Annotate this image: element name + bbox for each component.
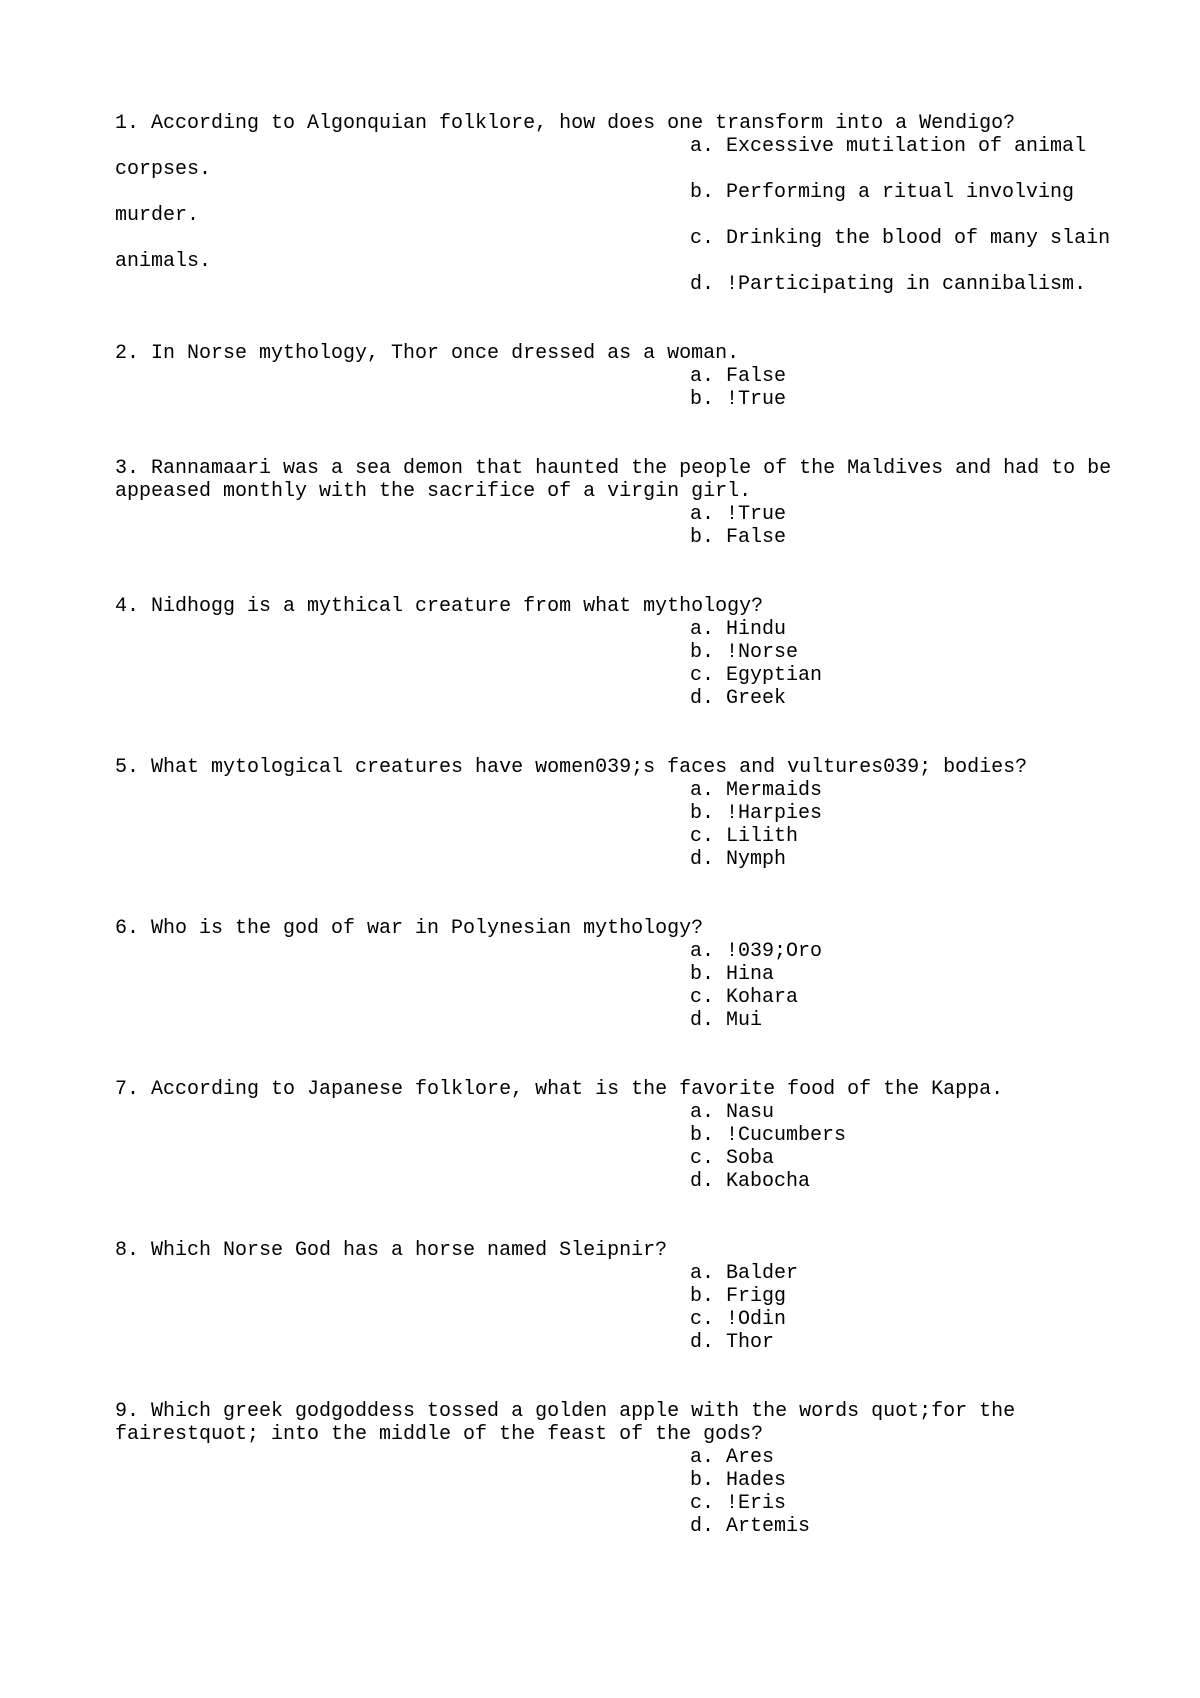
answer-option: b. Performing a ritual involving murder. xyxy=(115,181,1087,227)
answer-option: c. Lilith xyxy=(690,825,799,848)
answer-option: c. Soba xyxy=(690,1147,775,1170)
question-9 xyxy=(115,1400,1115,1538)
answer-option: b. Hina xyxy=(690,963,775,986)
question-text: 9. Which greek godgoddess tossed a golden apple with the words quot;for the fairestquot; into the middle of the feast of the gods? xyxy=(115,1400,1028,1446)
question-text: 6. Who is the god of war in Polynesian mythology? xyxy=(115,917,704,940)
question-text: 5. What mytological creatures have women039;s faces and vultures039; bodies? xyxy=(115,756,1028,779)
answer-option: d. Kabocha xyxy=(690,1170,811,1193)
question-8 xyxy=(115,1239,1115,1354)
question-spacer xyxy=(115,710,1115,756)
answer-option: c. !Odin xyxy=(690,1308,787,1331)
answer-option: b. !Norse xyxy=(690,641,799,664)
answer-option: d. Nymph xyxy=(690,848,787,871)
answer-option: a. False xyxy=(690,365,787,388)
question-5 xyxy=(115,756,1115,871)
answer-options xyxy=(115,618,1115,710)
question-spacer xyxy=(115,1354,1115,1400)
answer-option: c. Kohara xyxy=(690,986,799,1009)
answer-option: b. !Cucumbers xyxy=(690,1124,847,1147)
answer-option: b. False xyxy=(690,526,787,549)
answer-options xyxy=(115,1262,1115,1354)
answer-option: d. Artemis xyxy=(690,1515,811,1538)
answer-option: c. !Eris xyxy=(690,1492,787,1515)
question-2 xyxy=(115,342,1115,411)
question-4 xyxy=(115,595,1115,710)
question-text: 4. Nidhogg is a mythical creature from what mythology? xyxy=(115,595,764,618)
answer-option: b. !Harpies xyxy=(690,802,823,825)
question-text: 7. According to Japanese folklore, what is the favorite food of the Kappa. xyxy=(115,1078,1004,1101)
answer-option: c. Egyptian xyxy=(690,664,823,687)
answer-options xyxy=(115,779,1115,871)
answer-option: a. Mermaids xyxy=(690,779,823,802)
question-text: 3. Rannamaari was a sea demon that haunted the people of the Maldives and had to be appeased monthly with the sacrifice of a virgin girl. xyxy=(115,457,1124,503)
question-3 xyxy=(115,457,1124,549)
answer-option: b. Hades xyxy=(690,1469,787,1492)
question-spacer xyxy=(115,296,1115,342)
quiz-list xyxy=(115,112,1124,1538)
answer-option: a. Hindu xyxy=(690,618,787,641)
answer-options xyxy=(115,365,1115,411)
answer-options xyxy=(115,135,1123,296)
answer-option: a. Ares xyxy=(690,1446,775,1469)
answer-options xyxy=(115,1446,1115,1538)
question-7 xyxy=(115,1078,1115,1193)
question-spacer xyxy=(115,1193,1115,1239)
question-spacer xyxy=(115,411,1115,457)
answer-option: b. Frigg xyxy=(690,1285,787,1308)
answer-option: a. Nasu xyxy=(690,1101,775,1124)
answer-option: a. Balder xyxy=(690,1262,799,1285)
answer-options xyxy=(115,1101,1115,1193)
answer-option: c. Drinking the blood of many slain animals. xyxy=(115,227,1123,273)
answer-option: d. !Participating in cannibalism. xyxy=(690,273,1087,296)
answer-option: d. Mui xyxy=(690,1009,763,1032)
question-text: 8. Which Norse God has a horse named Sleipnir? xyxy=(115,1239,668,1262)
question-spacer xyxy=(115,1032,1115,1078)
answer-option: a. !039;Oro xyxy=(690,940,823,963)
question-1 xyxy=(115,112,1123,296)
answer-options xyxy=(115,503,1115,549)
question-text: 2. In Norse mythology, Thor once dressed as a woman. xyxy=(115,342,740,365)
answer-option: a. !True xyxy=(690,503,787,526)
question-spacer xyxy=(115,871,1115,917)
question-spacer xyxy=(115,549,1115,595)
question-text: 1. According to Algonquian folklore, how does one transform into a Wendigo? xyxy=(115,112,1016,135)
answer-option: a. Excessive mutilation of animal corpses. xyxy=(115,135,1099,181)
answer-option: d. Greek xyxy=(690,687,787,710)
question-6 xyxy=(115,917,1115,1032)
answer-option: d. Thor xyxy=(690,1331,775,1354)
answer-option: b. !True xyxy=(690,388,787,411)
answer-options xyxy=(115,940,1115,1032)
